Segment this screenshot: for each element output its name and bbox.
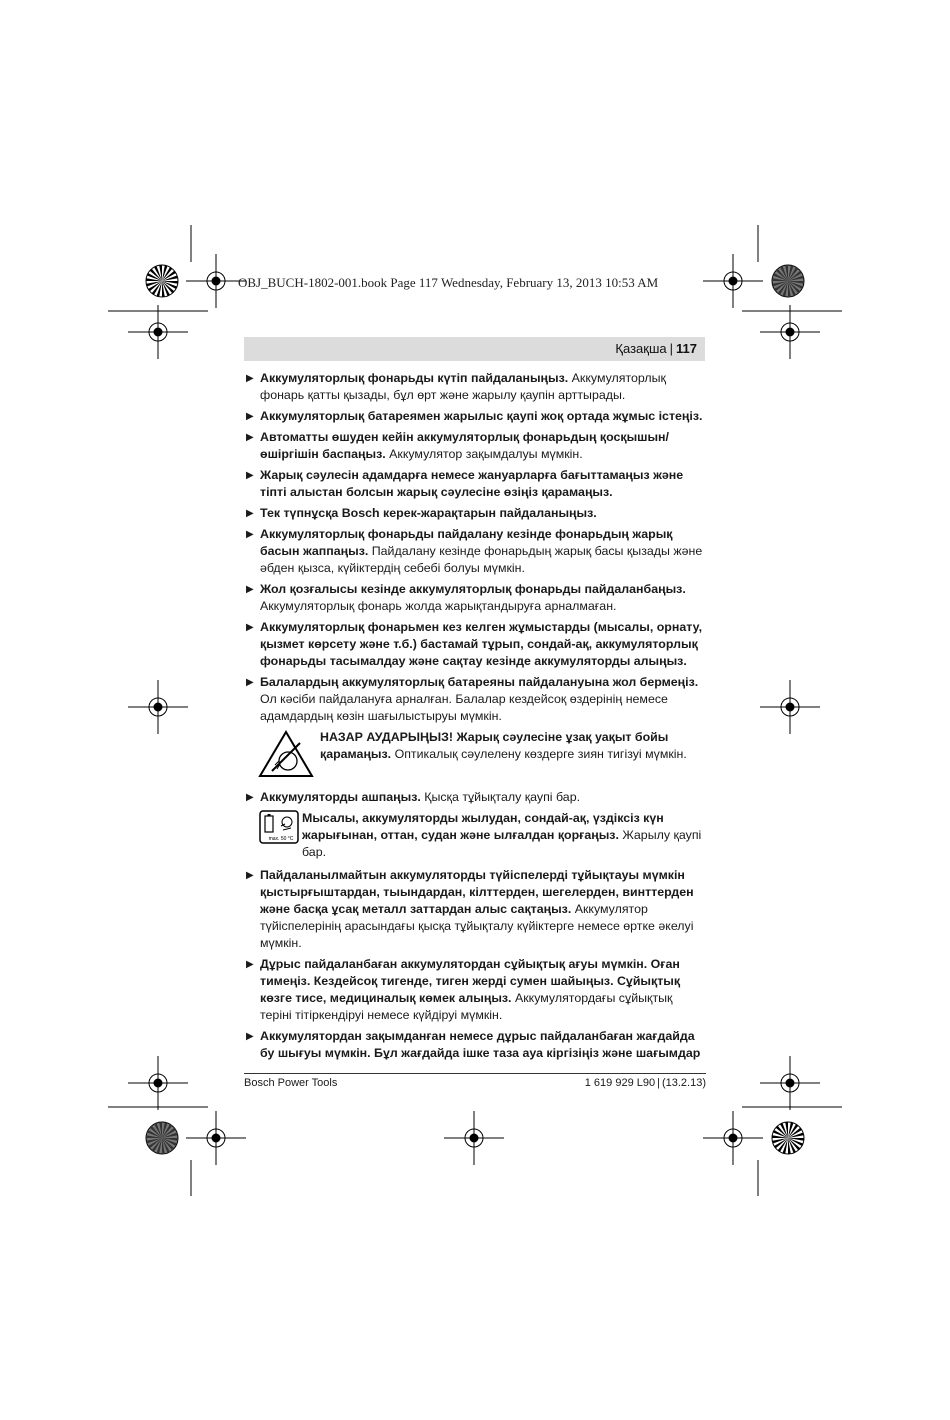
bullet-arrow-icon: ▶ (246, 959, 254, 970)
registration-target-icon (128, 1056, 188, 1110)
registration-target-icon (186, 1111, 246, 1165)
item-bold-text: Аккумуляторлық батареямен жарылыс қаупі жоқ ортада жұмыс істеңіз. (260, 409, 703, 423)
item-text: Аккумулятор зақымдалуы мүмкін. (385, 447, 583, 461)
list-item (244, 370, 706, 404)
list-item (244, 526, 706, 577)
item-bold-text: Жарық сәулесін адамдарға немесе жануарларға бағыттамаңыз және тіпті алыстан болсын жарық сәулесіне өзіңіз қарамаңыз. (260, 468, 684, 499)
footer-brand: Bosch Power Tools (244, 1077, 338, 1089)
bullet-arrow-icon: ▶ (246, 508, 254, 519)
registration-target-icon (760, 680, 820, 734)
list-item (244, 581, 706, 615)
item-bold-text: Аккумуляторды ашпаңыз. (260, 790, 421, 804)
bullet-arrow-icon: ▶ (246, 432, 254, 443)
warning-text: Оптикалық сәулелену көздерге зиян тигізуі мүмкін. (391, 747, 687, 761)
registration-target-icon (760, 305, 820, 359)
registration-target-icon (186, 254, 246, 308)
item-bold-text: Автоматты өшуден кейін аккумуляторлық фонарьдың қосқышын/өшіргішін баспаңыз. (260, 430, 669, 461)
list-item (244, 1028, 706, 1062)
bullet-arrow-icon: ▶ (246, 622, 254, 633)
item-text: Аккумуляторлық фонарь жолда жарықтандыруға арналмаған. (260, 599, 617, 613)
bullet-arrow-icon: ▶ (246, 411, 254, 422)
list-item (244, 408, 706, 425)
item-bold-text: Аккумуляторлық фонарьды күтіп пайдаланыңыз. (260, 371, 569, 385)
item-bold-text: Балалардың аккумуляторлық батареяны пайдалануына жол бермеңіз. (260, 675, 699, 689)
footer-doc-info: 1 619 929 L90 | (13.2.13) (584, 1077, 706, 1089)
header-separator: | (669, 341, 674, 356)
item-bold-text: Жол қозғалысы кезінде аккумуляторлық фонарьды пайдаланбаңыз. (260, 582, 686, 596)
registration-target-icon (444, 1111, 504, 1165)
item-text: Ол кәсіби пайдалануға арналған. Балалар кездейсоқ өздерінің немесе адамдардың көзін шағылыстыруы мүмкін. (260, 692, 668, 723)
item-text: Аккумуляторлық фонарь қатты қызады, бұл өрт және жарылу қаупін арттырады. (260, 371, 666, 402)
registration-target-icon (760, 1056, 820, 1110)
battery-note-text: Жарылу қаупі бар. (302, 828, 702, 859)
battery-heat-protection-icon (259, 810, 299, 849)
item-text: Пайдалану кезінде фонарьдың жарық басы қызады және әбден қызса, күйіктердің себебі болуы мүмкін. (260, 544, 703, 575)
item-bold-text: Дұрыс пайдаланбаған аккумулятордан сұйықтық ағуы мүмкін. Оған тимеңіз. Кездейсоқ тигенде, тиген жерді сумен шайыңыз. Сұйықтық көзге тисе, медициналық көмек алыңыз. (260, 957, 681, 1005)
svg-text:max. 50 °C: max. 50 °C (268, 836, 294, 842)
list-item (244, 467, 706, 501)
item-text: Аккумулятор түйіспелерінің арасындағы қысқа тұйықталу күйіктерге немесе өртке әкелуі мүмкін. (260, 902, 694, 950)
item-bold-text: Аккумуляторлық фонарьды пайдалану кезінде фонарьдың жарық басын жаппаңыз. (260, 527, 673, 558)
registration-target-icon (703, 1111, 763, 1165)
bullet-arrow-icon: ▶ (246, 373, 254, 384)
item-text: Қысқа тұйықталу қаупі бар. (420, 790, 581, 804)
battery-protection-note (244, 810, 706, 861)
footer-rule (244, 1073, 706, 1074)
registration-sunburst-icon (146, 265, 178, 297)
registration-target-icon (703, 254, 763, 308)
bullet-arrow-icon: ▶ (246, 792, 254, 803)
registration-sunburst-icon (772, 1122, 804, 1154)
page-number: 117 (676, 341, 697, 356)
battery-note-bold: Мысалы, аккумуляторды жылудан, сондай-ақ, үздіксіз күн жарығынан, оттан, судан және ылғалдан қорғаңыз. (302, 811, 664, 842)
laser-warning (244, 729, 706, 779)
list-item (244, 956, 706, 1024)
footer-code: 1 619 929 L90 (584, 1077, 656, 1089)
item-bold-text: Аккумуляторлық фонарьмен кез келген жұмыстарды (мысалы, орнату, қызмет көрсету және т.б.) бастамай тұрып, сондай-ақ, аккумуляторлық фонарьды тасымалдау және сақтау кезінде аккумуляторды алыңыз. (260, 620, 703, 668)
list-item (244, 619, 706, 670)
warning-bold: НАЗАР АУДАРЫҢЫЗ! Жарық сәулесіне ұзақ уақыт бойы қарамаңыз. (320, 730, 669, 761)
registration-target-icon (128, 305, 188, 359)
safety-instructions (244, 370, 706, 1066)
bullet-arrow-icon: ▶ (246, 870, 254, 881)
bullet-arrow-icon: ▶ (246, 1031, 254, 1042)
language-label: Қазақша (615, 341, 667, 356)
page-header (244, 337, 705, 361)
list-item (244, 674, 706, 725)
list-item (244, 505, 706, 522)
registration-target-icon (128, 680, 188, 734)
registration-sunburst-icon (146, 1122, 178, 1154)
item-bold-text: Аккумулятордан зақымданған немесе дұрыс пайдаланбаған жағдайда бу шығуы мүмкін. Бұл жағдайда ішке таза ауа кіргізіңіз және шағымдар (260, 1029, 701, 1060)
item-bold-text: Пайдаланылмайтын аккумуляторды түйіспелерді тұйықтауы мүмкін қыстырғыштардан, тыындардан, кілттерден, шегелерден, винттерден және басқа ұсақ металл заттардан алыс сақтаңыз. (260, 868, 694, 916)
bullet-arrow-icon: ▶ (246, 584, 254, 595)
item-bold-text: Тек түпнұсқа Bosch керек-жарақтарын пайдаланыңыз. (260, 506, 597, 520)
item-text: Аккумулятордағы сұйықтық теріні тітіркендіруі немесе күйдіруі мүмкін. (260, 991, 673, 1022)
book-file-line: OBJ_BUCH-1802-001.book Page 117 Wednesday, February 13, 2013 10:53 AM (238, 275, 659, 290)
bullet-arrow-icon: ▶ (246, 677, 254, 688)
bullet-arrow-icon: ▶ (246, 470, 254, 481)
footer-date: (13.2.13) (661, 1077, 706, 1089)
registration-sunburst-icon (772, 265, 804, 297)
bullet-arrow-icon: ▶ (246, 529, 254, 540)
list-item (244, 789, 706, 806)
no-staring-into-beam-icon (258, 729, 314, 784)
list-item (244, 867, 706, 952)
list-item (244, 429, 706, 463)
